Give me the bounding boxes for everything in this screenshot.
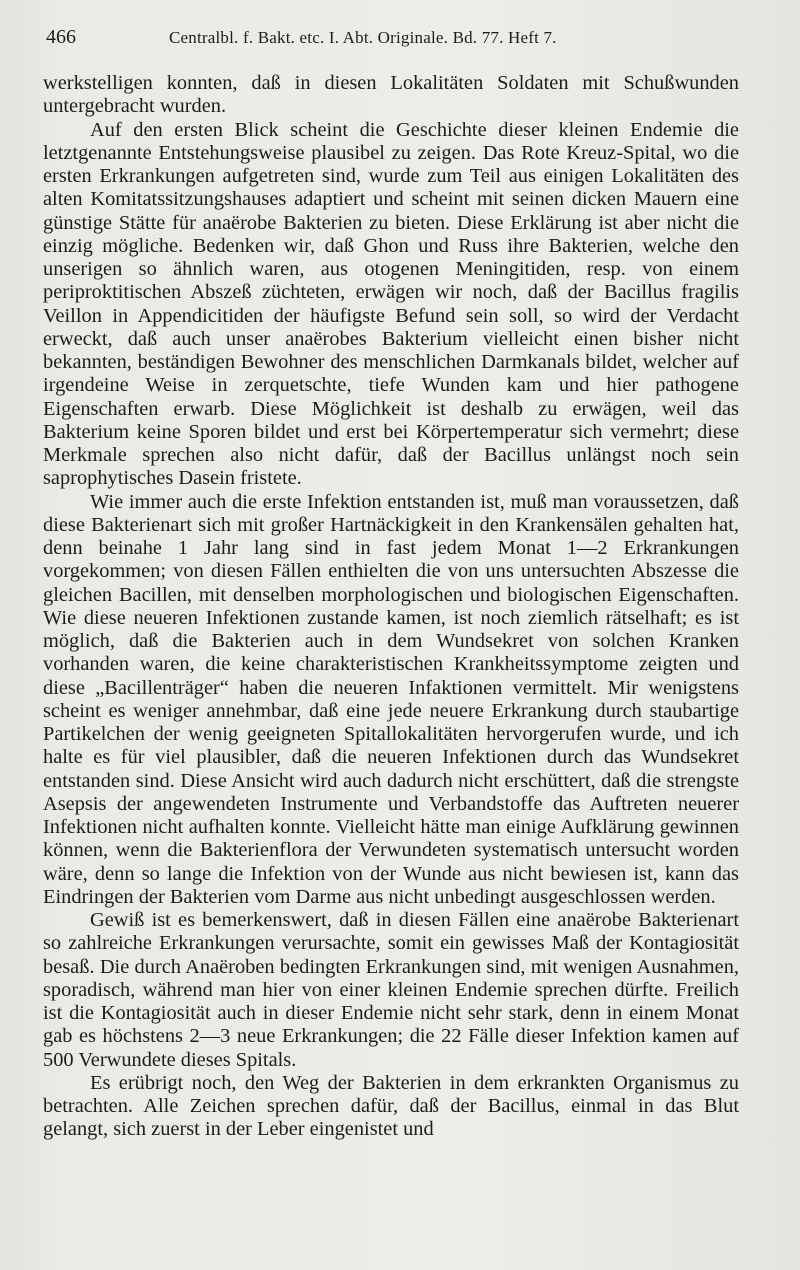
page-number: 466: [46, 26, 76, 48]
paragraph-bacteria-path: Es erübrigt noch, den Weg der Bakterien in dem erkrankten Organismus zu betrachten. Alle Zeichen sprechen dafür, daß der Bacillus, einmal in das Blut gelangt, sich zuerst in der Leber eingenistet und: [43, 1071, 739, 1141]
page-header: [46, 26, 756, 56]
paragraph-first-glance: Auf den ersten Blick scheint die Geschichte dieser kleinen Endemie die letztgenannte Entstehungsweise plausibel zu zeigen. Das Rote Kreuz-Spital, wo die ersten Erkrankungen aufgetreten sind, wurde zum Teil aus einigen Lokalitäten des alten Komitatssitzungshauses adaptiert und scheint mit seinen dicken Mauern eine günstige Stätte für anaërobe Bakterien zu bieten. Diese Erklärung ist aber nicht die einzig mögliche. Bedenken wir, daß Ghon und Russ ihre Bakterien, welche den unserigen so ähnlich waren, aus otogenen Meningitiden, resp. von einem periproktitischen Abszeß züchteten, erwägen wir noch, daß der Bacillus fragilis Veillon in Appendicitiden der häufigste Befund sein soll, so wird der Verdacht erweckt, daß auch unser anaërobes Bakterium vielleicht einen bisher nicht bekannten, beständigen Bewohner des menschlichen Darmkanals bildet, welcher auf irgendeine Weise in zerquetschte, tiefe Wunden kam und hier pathogene Eigenschaften erwarb. Diese Möglichkeit ist deshalb zu erwägen, weil das Bakterium keine Sporen bildet und erst bei Körpertemperatur sich vermehrt; diese Merkmale sprechen also nicht dafür, daß der Bacillus unlängst noch sein saprophytisches Dasein fristete.: [43, 118, 739, 490]
paragraph-first-infection: Wie immer auch die erste Infektion entstanden ist, muß man voraussetzen, daß diese Bakterienart sich mit großer Hartnäckigkeit in den Krankensälen gehalten hat, denn beinahe 1 Jahr lang sind in fast jedem Monat 1—2 Erkrankungen vorgekommen; von diesen Fällen enthielten die von uns untersuchten Abszesse die gleichen Bacillen, mit denselben morphologischen und biologischen Eigenschaften. Wie diese neueren Infektionen zustande kamen, ist noch ziemlich rätselhaft; es ist möglich, daß die Bakterien auch in dem Wundsekret von solchen Kranken vorhanden waren, die keine charakteristischen Krankheitssymptome zeigten und diese „Bacillenträger“ haben die neueren Infaktionen vermittelt. Mir wenigstens scheint es weniger annehmbar, daß eine jede neuere Erkrankung durch staubartige Partikelchen der wenig geeigneten Spitallokalitäten hervorgerufen wurde, und ich halte es für viel plausibler, daß die neueren Infektionen durch das Wundsekret entstanden sind. Diese Ansicht wird auch dadurch nicht erschüttert, daß die strengste Asepsis der angewendeten Instrumente und Verbandstoffe das Auftreten neuerer Infektionen nicht aufhalten konnte. Vielleicht hätte man einige Aufklärung gewinnen können, wenn die Bakterienflora der Verwundeten systematisch untersucht worden wäre, denn so lange die Infektion von der Wunde aus nicht bewiesen ist, kann das Eindringen der Bakterien vom Darme aus nicht unbedingt ausgeschlossen werden.: [43, 490, 739, 908]
body-text: [43, 72, 739, 1142]
running-title: Centralbl. f. Bakt. etc. I. Abt. Originale. Bd. 77. Heft 7.: [169, 28, 557, 47]
paragraph-contagiosity: Gewiß ist es bemerkenswert, daß in diesen Fällen eine anaërobe Bakterienart so zahlreiche Erkrankungen verursachte, somit ein gewisses Maß der Kontagiosität besaß. Die durch Anaëroben bedingten Erkrankungen sind, mit wenigen Ausnahmen, sporadisch, während man hier von einer kleinen Endemie sprechen dürfte. Freilich ist die Kontagiosität auch in dieser Endemie nicht sehr stark, denn in einem Monat gab es höchstens 2—3 neue Erkrankungen; die 22 Fälle dieser Infektion kamen auf 500 Verwundete dieses Spitals.: [43, 909, 739, 1071]
paragraph-continuation: werkstelligen konnten, daß in diesen Lokalitäten Soldaten mit Schußwunden untergebracht wurden.: [43, 72, 739, 118]
